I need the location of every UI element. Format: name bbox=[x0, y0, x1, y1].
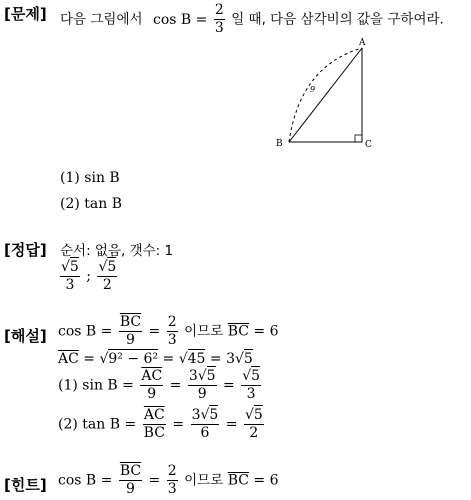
expl-l3-f2-num-coef: 3 bbox=[188, 368, 198, 384]
expl-l2-eq3: = 3 bbox=[209, 351, 235, 367]
expl-l4-f2-den: 6 bbox=[200, 425, 210, 441]
expl-l1-bc: $\overline{BC}$ bbox=[227, 323, 249, 340]
answer-meta: 순서: 없음, 갯수: 1 bbox=[60, 243, 174, 259]
hint-f2-den: 3 bbox=[167, 481, 177, 497]
expl-l4-f3-num-rad: 5 bbox=[253, 407, 263, 423]
expl-l3-f3-den: 3 bbox=[246, 386, 256, 402]
expl-l4-fraction-1 bbox=[143, 407, 166, 442]
hint-eq: = bbox=[148, 472, 161, 489]
explanation-line-2: $\overline{AC} = √9^2 - 6^2 = √45 = 3√5$ bbox=[58, 351, 253, 367]
expl-l3-f2-num-rad: 5 bbox=[206, 368, 216, 384]
hint-mid: 이므로 bbox=[184, 472, 224, 489]
expl-l2-radicand-2: 45 bbox=[187, 351, 206, 367]
answer-separator: ; bbox=[86, 268, 92, 285]
right-angle-mark bbox=[355, 135, 362, 142]
problem-label: [문제] bbox=[4, 5, 47, 23]
hint-bc: $\overline{BC}$ bbox=[227, 472, 249, 489]
expl-l3-f3-num-rad: 5 bbox=[251, 368, 261, 384]
problem-statement bbox=[60, 2, 444, 37]
problem-intro: 다음 그림에서 bbox=[60, 11, 143, 28]
hint-rhs: = 6 bbox=[253, 472, 279, 489]
expl-l4-lhs: (2) tan B = bbox=[58, 416, 137, 433]
expl-l1-eq: = bbox=[148, 323, 161, 340]
expl-l4-f1-den: BC bbox=[143, 425, 165, 441]
expl-l2-radicand-3: 5 bbox=[243, 351, 253, 367]
expl-l1-f2-den: 3 bbox=[167, 332, 177, 348]
expl-l3-fraction-1 bbox=[140, 368, 163, 403]
answer-fraction-1-numerator: √5 bbox=[61, 259, 79, 275]
problem-fraction-denominator: 3 bbox=[214, 20, 224, 36]
expl-l1-mid: 이므로 bbox=[184, 323, 224, 340]
expl-l1-f1-den: 9 bbox=[126, 332, 135, 348]
expl-l2-eq2: = bbox=[162, 351, 175, 367]
expl-l4-f1-num: $\overline{AC}$ bbox=[143, 407, 165, 423]
expl-l4-fraction-2: $\frac{3√5}{6}$ bbox=[191, 407, 219, 441]
problem-fraction-numerator: 2 bbox=[214, 2, 224, 18]
expl-l3-eq1: = bbox=[169, 377, 182, 394]
vertex-a-label: A bbox=[359, 38, 366, 48]
explanation-line-4 bbox=[58, 407, 266, 442]
hint-f2-num: 2 bbox=[167, 463, 177, 479]
hint-f1-den: 9 bbox=[126, 481, 135, 497]
answer-fraction-2-numerator: √5 bbox=[98, 259, 117, 275]
explanation-label: [해설] bbox=[4, 327, 47, 345]
hint-f1-num: $\overline{BC}$ bbox=[119, 463, 142, 479]
expl-l2-ac: $\overline{AC}$ bbox=[58, 351, 79, 367]
answer-fraction-2 bbox=[97, 259, 117, 294]
expl-l4-f3-den: 2 bbox=[249, 425, 259, 441]
hint-lhs: cos B = bbox=[58, 472, 113, 489]
expl-l1-fraction-1 bbox=[119, 314, 142, 349]
problem-sub1: (1) sin B bbox=[60, 170, 120, 186]
hint-label: [힌트] bbox=[4, 476, 47, 494]
expl-l4-f2-num-coef: 3 bbox=[191, 407, 201, 423]
problem-fraction bbox=[214, 2, 225, 37]
expl-l3-f2-den: 9 bbox=[197, 386, 207, 402]
problem-intro-end: 일 때, 다음 삼각비의 값을 구하여라. bbox=[231, 11, 444, 28]
expl-l4-eq2: = bbox=[225, 416, 238, 433]
answer-fraction-2-denominator: 2 bbox=[102, 277, 112, 293]
expl-l1-f2-num: 2 bbox=[167, 314, 177, 330]
vertex-b-label: B bbox=[276, 139, 283, 149]
expl-l3-lhs: (1) sin B = bbox=[58, 377, 134, 394]
vertex-c-label: C bbox=[365, 140, 372, 150]
answer-fraction-1-denominator: 3 bbox=[65, 277, 75, 293]
hint-fraction-2 bbox=[167, 463, 178, 498]
expl-l2-radicand: 9² − 6² bbox=[108, 351, 159, 367]
expl-l1-fraction-2 bbox=[167, 314, 178, 349]
expl-l3-f1-den: 9 bbox=[147, 386, 157, 402]
expl-l1-rhs: = 6 bbox=[253, 323, 279, 340]
expl-l3-eq2: = bbox=[223, 377, 235, 394]
explanation-line-3 bbox=[58, 368, 263, 403]
answer-label: [정답] bbox=[4, 241, 47, 259]
expl-l3-f1-num: $\overline{AC}$ bbox=[141, 368, 163, 384]
expl-l4-eq1: = bbox=[172, 416, 185, 433]
expl-l2-eq1: = bbox=[83, 351, 96, 367]
expl-l1-lhs: cos B = bbox=[58, 323, 113, 340]
triangle-figure bbox=[270, 36, 380, 152]
answer-values bbox=[58, 259, 119, 294]
expl-l3-fraction-2: $\frac{3√5}{9}$ bbox=[188, 368, 216, 402]
side-ab-length-label: 9 bbox=[310, 85, 316, 94]
hint-fraction-1 bbox=[119, 463, 142, 498]
expl-l1-f1-num: $\overline{BC}$ bbox=[119, 314, 142, 330]
expl-l3-fraction-3: $\frac{√5}{3}$ bbox=[242, 368, 261, 402]
explanation-line-1 bbox=[58, 314, 279, 349]
expl-l4-f2-num-rad: 5 bbox=[209, 407, 219, 423]
problem-cos-lhs: cos B = bbox=[153, 11, 208, 28]
problem-sub2: (2) tan B bbox=[60, 196, 123, 212]
side-ab bbox=[289, 48, 362, 142]
answer-fraction-1 bbox=[60, 259, 80, 294]
expl-l4-fraction-3: $\frac{√5}{2}$ bbox=[244, 407, 263, 441]
hint-line bbox=[58, 463, 279, 498]
